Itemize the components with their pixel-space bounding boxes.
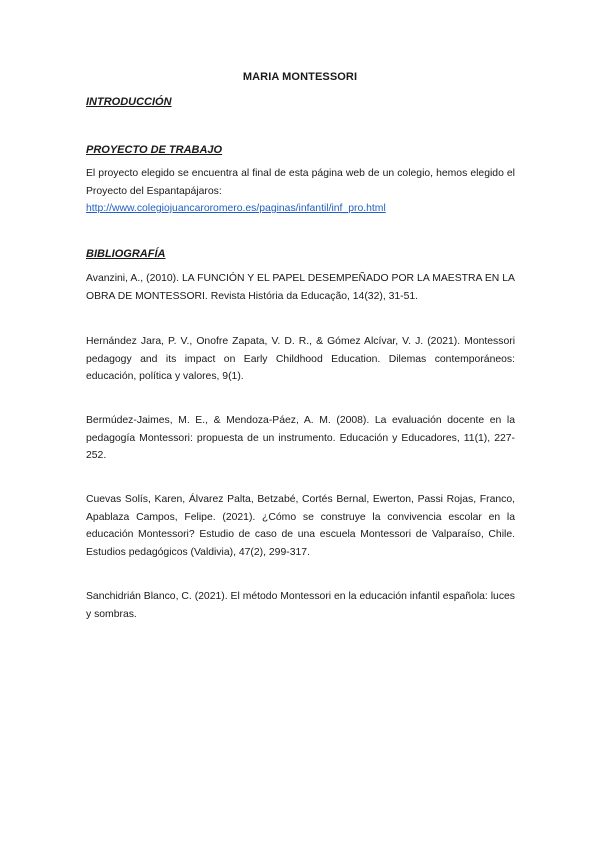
- heading-bibliografia: BIBLIOGRAFÍA: [86, 248, 166, 260]
- proyecto-text: El proyecto elegido se encuentra al final de esta página web de un colegio, hemos elegido el Proyecto del Espantapájaros:: [86, 168, 515, 197]
- proyecto-paragraph: [86, 165, 515, 218]
- reference-item: Cuevas Solís, Karen, Álvarez Palta, Betzabé, Cortés Bernal, Ewerton, Passi Rojas, Franco, Apablaza Campos, Felipe. (2021). ¿Cómo se construye la convivencia escolar en la educación Montessori? Estudio de caso de una escuela Montessori de Valparaíso, Chile. Estudios pedagógicos (Valdivia), 47(2), 299-317.: [86, 494, 515, 558]
- heading-introduccion: INTRODUCCIÓN: [86, 96, 172, 108]
- reference-item: Sanchidrián Blanco, C. (2021). El método Montessori en la educación infantil española: luces y sombras.: [86, 591, 515, 620]
- document-title: MARIA MONTESSORI: [242, 71, 358, 83]
- reference-item: Bermúdez-Jaimes, M. E., & Mendoza-Páez, A. M. (2008). La evaluación docente en la pedagogía Montessori: propuesta de un instrumento. Educación y Educadores, 11(1), 227-252.: [86, 415, 515, 461]
- heading-proyecto-de-trabajo: PROYECTO DE TRABAJO: [86, 144, 223, 156]
- proyecto-link[interactable]: http://www.colegiojuancaroromero.es/paginas/infantil/inf_pro.html: [86, 203, 386, 214]
- reference-item: Avanzini, A., (2010). LA FUNCIÓN Y EL PAPEL DESEMPEÑADO POR LA MAESTRA EN LA OBRA DE MONTESSORI. Revista História da Educação, 14(32), 31-51.: [86, 273, 515, 302]
- reference-item: Hernández Jara, P. V., Onofre Zapata, V. D. R., & Gómez Alcívar, V. J. (2021). Montessori pedagogy and its impact on Early Childhood Education. Dilemas contemporáneos: educación, política y valores, 9(1).: [86, 336, 515, 382]
